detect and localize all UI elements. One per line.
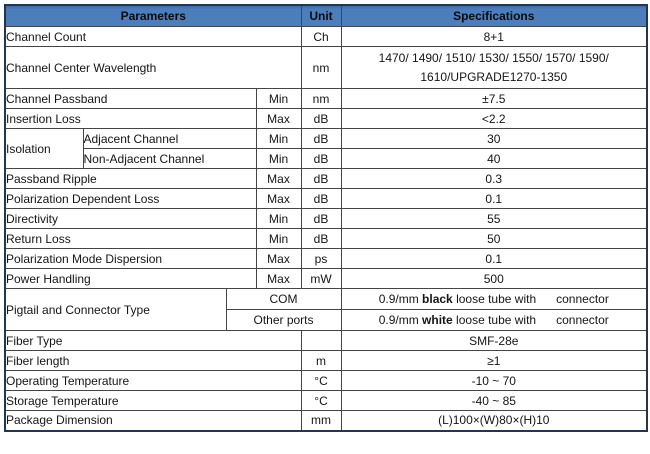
unit-value: °C bbox=[301, 371, 341, 391]
sub-param-label: Adjacent Channel bbox=[83, 129, 256, 149]
spec-value: 50 bbox=[341, 229, 647, 249]
unit-value bbox=[301, 331, 341, 351]
header-unit: Unit bbox=[301, 5, 341, 27]
header-row bbox=[5, 5, 647, 27]
param-label: Fiber length bbox=[5, 351, 301, 371]
table-row-polarization-mode-dispersion bbox=[5, 249, 647, 269]
spec-line-2: 1610/UPGRADE1270-1350 bbox=[420, 69, 568, 84]
spec-text-prefix: 0.9/mm bbox=[378, 313, 423, 327]
table-row-directivity bbox=[5, 209, 647, 229]
table-row-channel-passband bbox=[5, 89, 647, 109]
unit-value: °C bbox=[301, 391, 341, 411]
param-label: Channel Count bbox=[5, 27, 301, 47]
unit-value: Ch bbox=[301, 27, 341, 47]
spec-value: 500 bbox=[341, 269, 647, 289]
spec-value: ±7.5 bbox=[341, 89, 647, 109]
spec-value: 0.1 bbox=[341, 189, 647, 209]
unit-value: dB bbox=[301, 209, 341, 229]
spec-text-prefix: 0.9/mm bbox=[378, 292, 423, 306]
unit-value: nm bbox=[301, 89, 341, 109]
sub-param-label: COM bbox=[226, 289, 341, 310]
param-label: Channel Passband bbox=[5, 89, 256, 109]
minmax-value: Max bbox=[256, 269, 301, 289]
minmax-value: Max bbox=[256, 189, 301, 209]
minmax-value: Min bbox=[256, 149, 301, 169]
header-specifications: Specifications bbox=[341, 5, 647, 27]
unit-value: nm bbox=[301, 47, 341, 89]
unit-value: dB bbox=[301, 109, 341, 129]
spec-value bbox=[341, 47, 647, 89]
param-label: Passband Ripple bbox=[5, 169, 256, 189]
unit-value: dB bbox=[301, 229, 341, 249]
unit-value: mm bbox=[301, 411, 341, 431]
param-label: Polarization Mode Dispersion bbox=[5, 249, 256, 269]
minmax-value: Min bbox=[256, 129, 301, 149]
param-label: Channel Center Wavelength bbox=[5, 47, 301, 89]
sub-param-label: Other ports bbox=[226, 310, 341, 331]
spec-text-bold: black bbox=[422, 292, 453, 306]
param-label-isolation: Isolation bbox=[5, 129, 83, 169]
table-row-package-dimension bbox=[5, 411, 647, 431]
table-row-power-handling bbox=[5, 269, 647, 289]
spec-value: 40 bbox=[341, 149, 647, 169]
spec-text-suffix: loose tube with connector bbox=[452, 292, 609, 306]
spec-value: -10 ~ 70 bbox=[341, 371, 647, 391]
spec-value: SMF-28e bbox=[341, 331, 647, 351]
spec-line-1: 1470/ 1490/ 1510/ 1530/ 1550/ 1570/ 1590/ bbox=[378, 50, 609, 65]
table-row-isolation-non-adjacent bbox=[5, 149, 647, 169]
spec-value: -40 ~ 85 bbox=[341, 391, 647, 411]
minmax-value: Min bbox=[256, 229, 301, 249]
sub-param-label: Non-Adjacent Channel bbox=[83, 149, 256, 169]
unit-value: dB bbox=[301, 149, 341, 169]
unit-value: dB bbox=[301, 169, 341, 189]
spec-value: <2.2 bbox=[341, 109, 647, 129]
unit-value: ps bbox=[301, 249, 341, 269]
table-row-insertion-loss bbox=[5, 109, 647, 129]
param-label: Power Handling bbox=[5, 269, 256, 289]
table-row-fiber-type bbox=[5, 331, 647, 351]
table-row-fiber-length bbox=[5, 351, 647, 371]
param-label: Fiber Type bbox=[5, 331, 301, 351]
param-label: Directivity bbox=[5, 209, 256, 229]
spec-value bbox=[341, 289, 647, 310]
unit-value: mW bbox=[301, 269, 341, 289]
spec-value: 55 bbox=[341, 209, 647, 229]
minmax-value: Max bbox=[256, 169, 301, 189]
table-row-channel-count bbox=[5, 27, 647, 47]
param-label: Storage Temperature bbox=[5, 391, 301, 411]
minmax-value: Max bbox=[256, 249, 301, 269]
spec-value: 0.1 bbox=[341, 249, 647, 269]
spec-text-bold: white bbox=[422, 313, 453, 327]
param-label: Polarization Dependent Loss bbox=[5, 189, 256, 209]
minmax-value: Min bbox=[256, 89, 301, 109]
spec-text-suffix: loose tube with connector bbox=[452, 313, 609, 327]
table-row-isolation-adjacent bbox=[5, 129, 647, 149]
param-label: Package Dimension bbox=[5, 411, 301, 431]
header-parameters: Parameters bbox=[5, 5, 301, 27]
table-row-channel-center-wavelength bbox=[5, 47, 647, 89]
minmax-value: Max bbox=[256, 109, 301, 129]
table-row-passband-ripple bbox=[5, 169, 647, 189]
spec-value: ≥1 bbox=[341, 351, 647, 371]
param-label: Return Loss bbox=[5, 229, 256, 249]
table-row-storage-temperature bbox=[5, 391, 647, 411]
spec-value bbox=[341, 310, 647, 331]
table-row-return-loss bbox=[5, 229, 647, 249]
spec-value: 8+1 bbox=[341, 27, 647, 47]
specifications-table bbox=[4, 4, 648, 432]
unit-value: dB bbox=[301, 129, 341, 149]
unit-value: dB bbox=[301, 189, 341, 209]
param-label: Operating Temperature bbox=[5, 371, 301, 391]
spec-value: (L)100×(W)80×(H)10 bbox=[341, 411, 647, 431]
param-label: Insertion Loss bbox=[5, 109, 256, 129]
table-row-pigtail-com bbox=[5, 289, 647, 310]
spec-value: 30 bbox=[341, 129, 647, 149]
minmax-value: Min bbox=[256, 209, 301, 229]
param-label-pigtail: Pigtail and Connector Type bbox=[5, 289, 226, 331]
table-row-polarization-dependent-loss bbox=[5, 189, 647, 209]
table-row-operating-temperature bbox=[5, 371, 647, 391]
unit-value: m bbox=[301, 351, 341, 371]
spec-value: 0.3 bbox=[341, 169, 647, 189]
